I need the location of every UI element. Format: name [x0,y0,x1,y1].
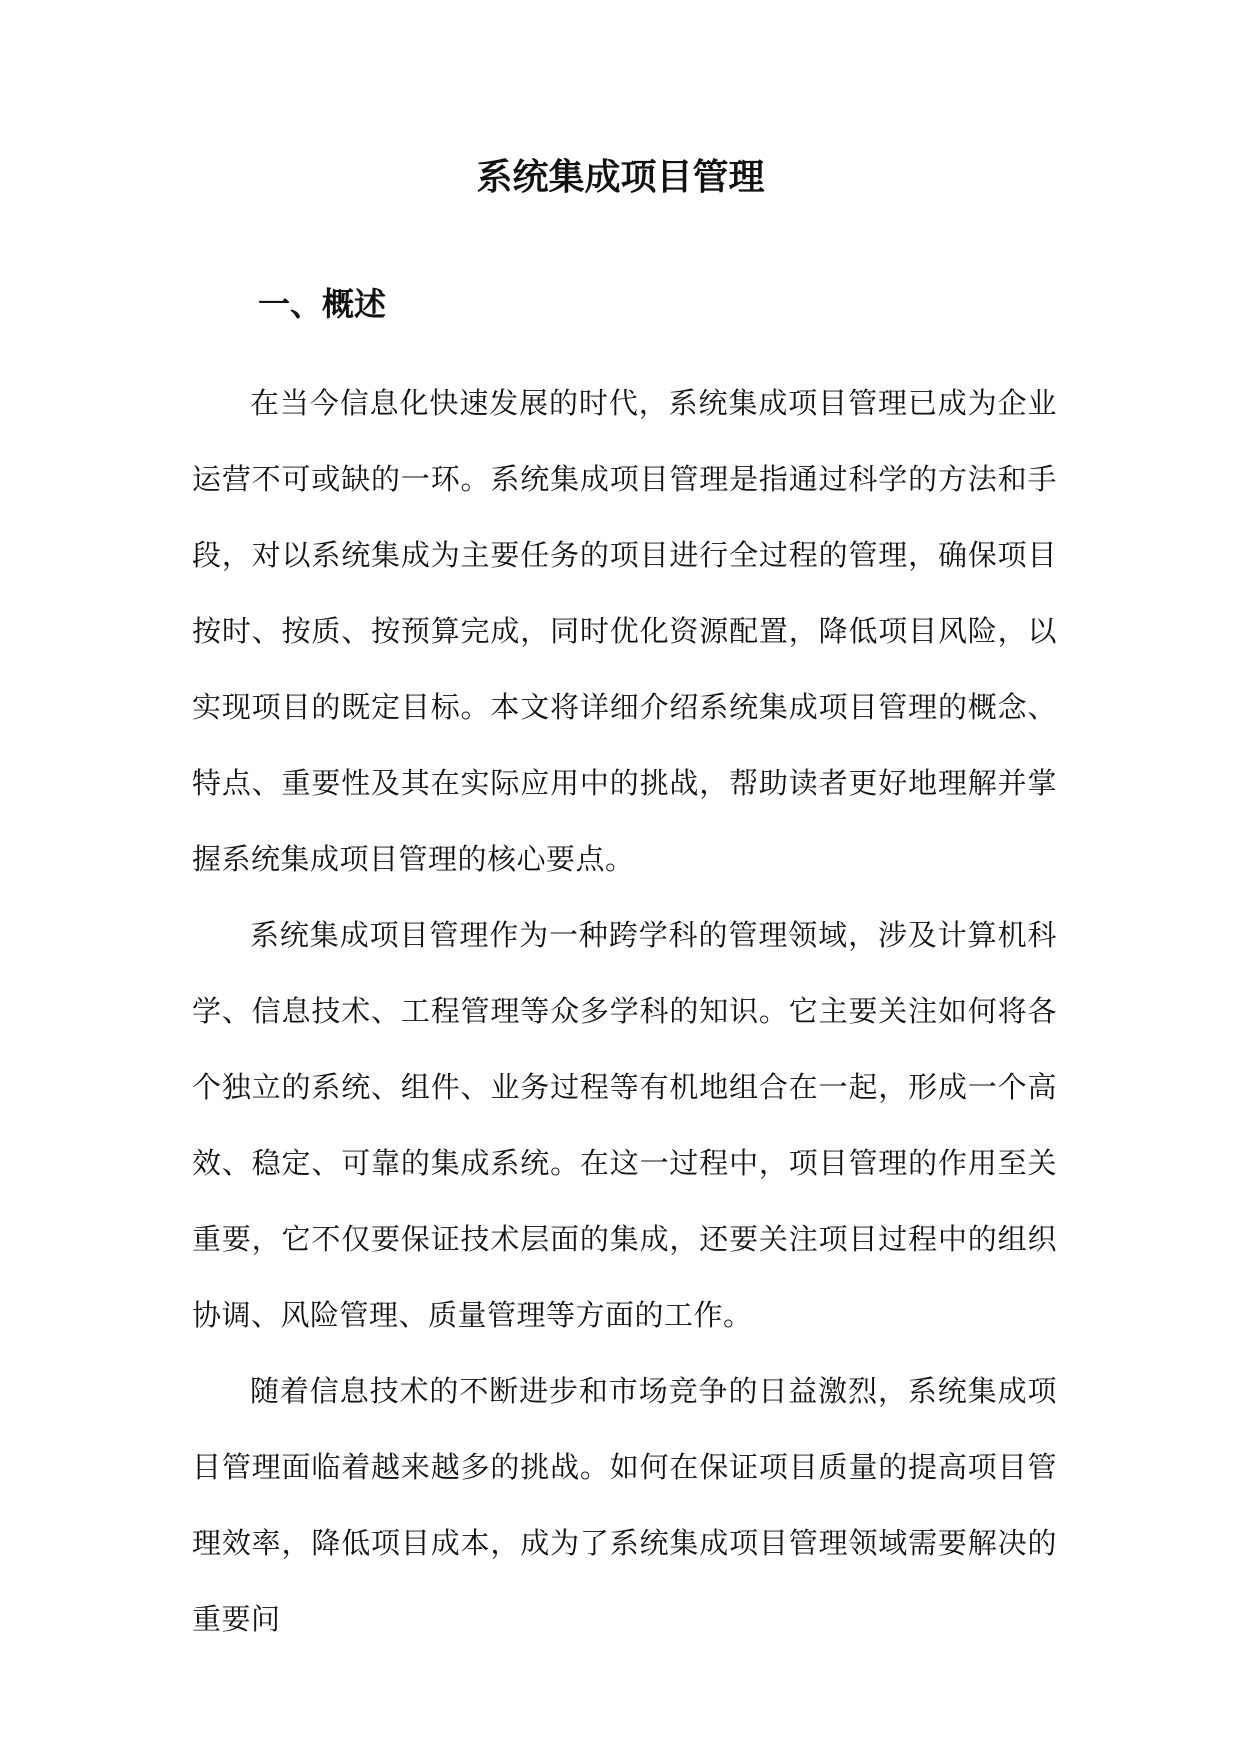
section-body [192,365,1057,1657]
paragraph-1: 在当今信息化快速发展的时代，系统集成项目管理已成为企业运营不可或缺的一环。系统集成项目管理是指通过科学的方法和手段，对以系统集成为主要任务的项目进行全过程的管理，确保项目按时、按质、按预算完成，同时优化资源配置，降低项目风险，以实现项目的既定目标。本文将详细介绍系统集成项目管理的概念、特点、重要性及其在实际应用中的挑战，帮助读者更好地理解并掌握系统集成项目管理的核心要点。 [192,386,1057,876]
paragraph-3: 随着信息技术的不断进步和市场竞争的日益激烈，系统集成项目管理面临着越来越多的挑战。如何在保证项目质量的提高项目管理效率，降低项目成本，成为了系统集成项目管理领域需要解决的重要问 [192,1374,1057,1636]
paragraph-2: 系统集成项目管理作为一种跨学科的管理领域，涉及计算机科学、信息技术、工程管理等众多学科的知识。它主要关注如何将各个独立的系统、组件、业务过程等有机地组合在一起，形成一个高效、稳定、可靠的集成系统。在这一过程中，项目管理的作用至关重要，它不仅要保证技术层面的集成，还要关注项目过程中的组织协调、风险管理、质量管理等方面的工作。 [192,918,1057,1332]
document-title: 系统集成项目管理 [476,157,765,198]
section-heading: 一、概述 [258,285,387,323]
